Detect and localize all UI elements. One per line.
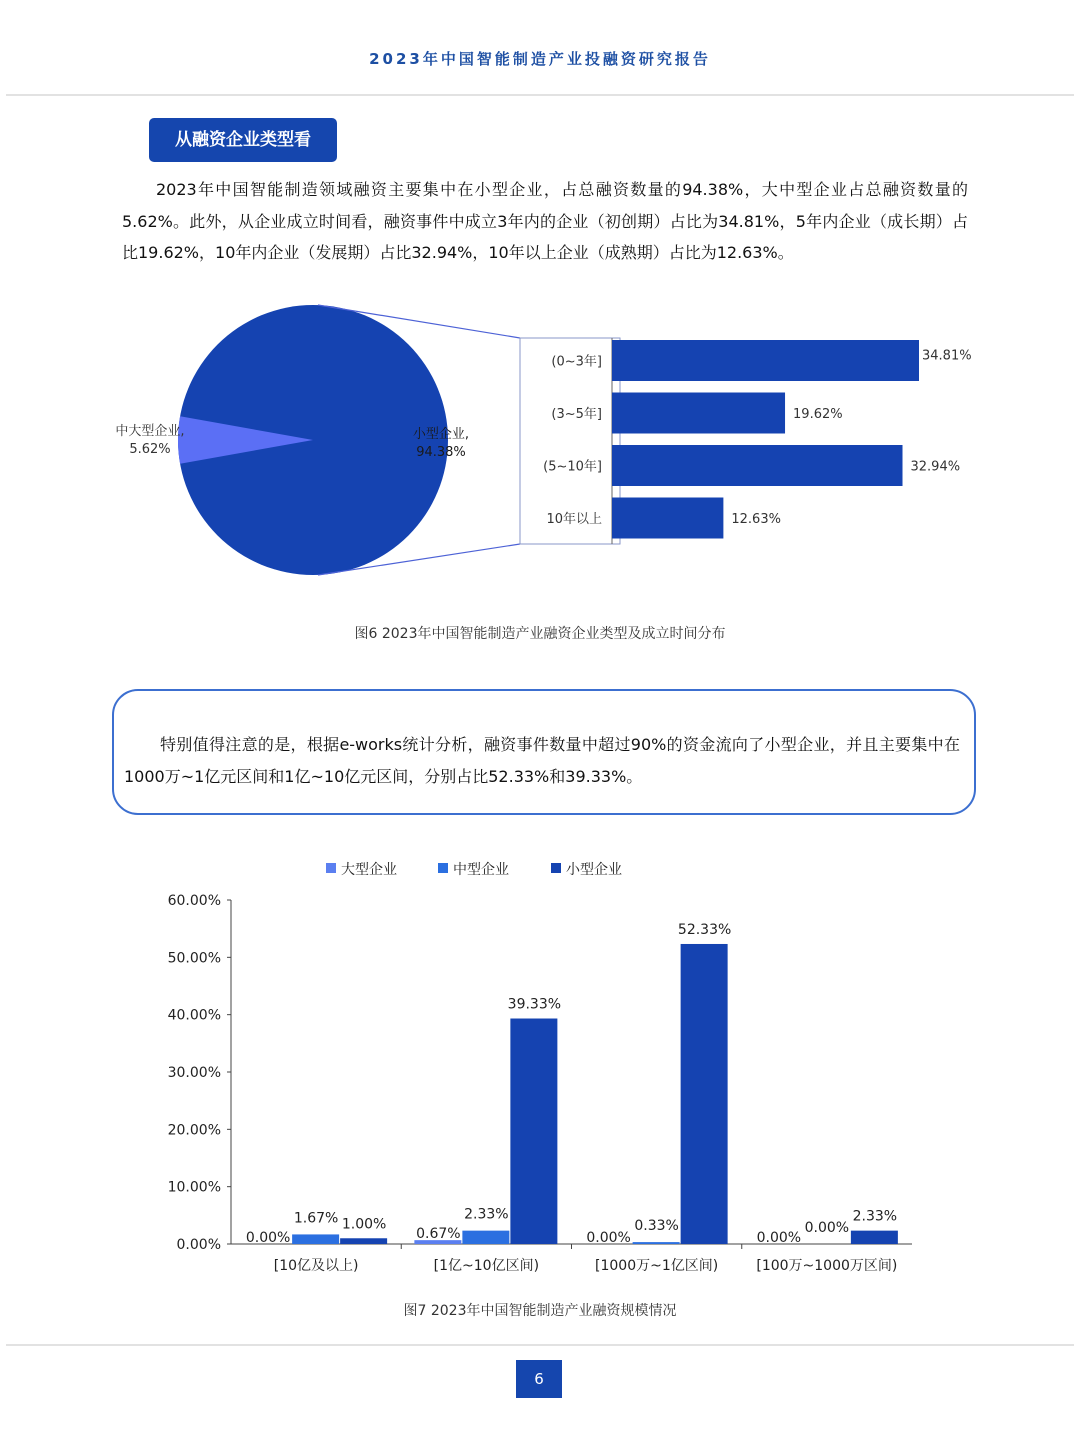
hbar-value-label: 19.62% bbox=[793, 407, 843, 422]
hbar-bar bbox=[612, 445, 903, 486]
enterprise-type-chart bbox=[100, 282, 1000, 582]
pie-label-small-enterprise: 小型企业, bbox=[412, 427, 470, 442]
column-value-label: 1.67% bbox=[293, 1210, 339, 1227]
column-bar bbox=[633, 1242, 680, 1244]
pie-value-large-medium-enterprise: 5.62% bbox=[129, 442, 171, 457]
column-value-label: 0.00% bbox=[804, 1220, 850, 1236]
column-value-label: 39.33% bbox=[507, 996, 562, 1013]
column-value-label: 0.00% bbox=[586, 1230, 631, 1246]
founding-time-bar-chart bbox=[543, 338, 971, 544]
column-value-label: 1.00% bbox=[341, 1216, 387, 1233]
hbar-value-label: 32.94% bbox=[910, 459, 961, 475]
x-category-label: [10亿及以上) bbox=[273, 1258, 359, 1274]
header-divider bbox=[6, 94, 1074, 96]
hbar-category-label: (5~10年] bbox=[543, 459, 602, 475]
hbar-value-label: 34.81% bbox=[922, 348, 972, 364]
footer-divider bbox=[6, 1344, 1074, 1346]
hbar-value-label: 12.63% bbox=[731, 512, 781, 527]
legend-swatch bbox=[326, 863, 336, 873]
column-value-label: 0.67% bbox=[416, 1226, 461, 1243]
column-value-label: 52.33% bbox=[677, 921, 732, 938]
hbar-category-label: (0~3年] bbox=[551, 354, 602, 370]
hbar-category-label: 10年以上 bbox=[546, 512, 602, 527]
x-category-label: [1亿~10亿区间) bbox=[433, 1258, 540, 1274]
column-bar bbox=[681, 944, 728, 1244]
x-category-label: [100万~1000万区间) bbox=[756, 1258, 898, 1274]
notice-text: 特别值得注意的是，根据e-works统计分析，融资事件数量中超过90%的资金流向了小型企业，并且主要集中在1000万~1亿元区间和1亿~10亿元区间，分别占比52.33%和39.33%。 bbox=[124, 735, 960, 786]
figure-7-caption: 图7 2023年中国智能制造产业融资规模情况 bbox=[403, 1303, 677, 1319]
y-tick-label: 0.00% bbox=[176, 1237, 221, 1253]
legend-label: 大型企业 bbox=[341, 862, 397, 878]
y-tick-label: 20.00% bbox=[167, 1122, 221, 1139]
section-tag: 从融资企业类型看 bbox=[149, 118, 337, 162]
column-bar bbox=[510, 1019, 557, 1244]
column-value-label: 0.00% bbox=[756, 1230, 802, 1246]
column-value-label: 2.33% bbox=[464, 1206, 509, 1223]
hbar-bar bbox=[612, 340, 919, 381]
chart-legend bbox=[326, 861, 622, 878]
figure-6-caption: 图6 2023年中国智能制造产业融资企业类型及成立时间分布 bbox=[354, 626, 726, 642]
column-bar bbox=[292, 1234, 339, 1244]
legend-label: 中型企业 bbox=[453, 862, 509, 878]
pie-chart bbox=[115, 305, 469, 575]
column-bar bbox=[851, 1231, 898, 1244]
hbar-category-label: (3~5年] bbox=[551, 407, 602, 422]
hbar-bar bbox=[612, 393, 785, 434]
y-tick-label: 40.00% bbox=[167, 1007, 221, 1024]
column-bar bbox=[340, 1238, 387, 1244]
legend-swatch bbox=[551, 863, 561, 873]
column-value-label: 0.00% bbox=[245, 1230, 291, 1246]
column-bar bbox=[462, 1231, 509, 1244]
legend-swatch bbox=[438, 863, 448, 873]
legend-label: 小型企业 bbox=[566, 862, 622, 878]
intro-paragraph: 2023年中国智能制造领域融资主要集中在小型企业，占总融资数量的94.38%，大中型企业占总融资数量的5.62%。此外，从企业成立时间看，融资事件中成立3年内的企业（初创期）占比为34.81%，5年内企业（成长期）占比19.62%，10年内企业（发展期）占比32.94%，10年以上企业（成熟期）占比为12.63%。 bbox=[122, 180, 968, 262]
y-tick-label: 30.00% bbox=[167, 1065, 221, 1081]
chart-bars bbox=[246, 922, 898, 1246]
y-tick-label: 60.00% bbox=[167, 893, 221, 909]
financing-scale-chart bbox=[100, 850, 980, 1280]
page-number: 6 bbox=[516, 1360, 562, 1398]
header-title: 2023年中国智能制造产业投融资研究报告 bbox=[369, 50, 711, 68]
notice-box bbox=[112, 689, 976, 815]
column-value-label: 2.33% bbox=[852, 1208, 898, 1225]
column-value-label: 0.33% bbox=[634, 1218, 679, 1235]
pie-label-large-medium-enterprise: 中大型企业, bbox=[115, 424, 185, 439]
y-tick-label: 10.00% bbox=[167, 1179, 221, 1196]
pie-value-small-enterprise: 94.38% bbox=[416, 445, 466, 460]
x-category-label: [1000万~1亿区间) bbox=[595, 1258, 719, 1274]
y-tick-label: 50.00% bbox=[167, 950, 221, 967]
hbar-bar bbox=[612, 498, 723, 539]
